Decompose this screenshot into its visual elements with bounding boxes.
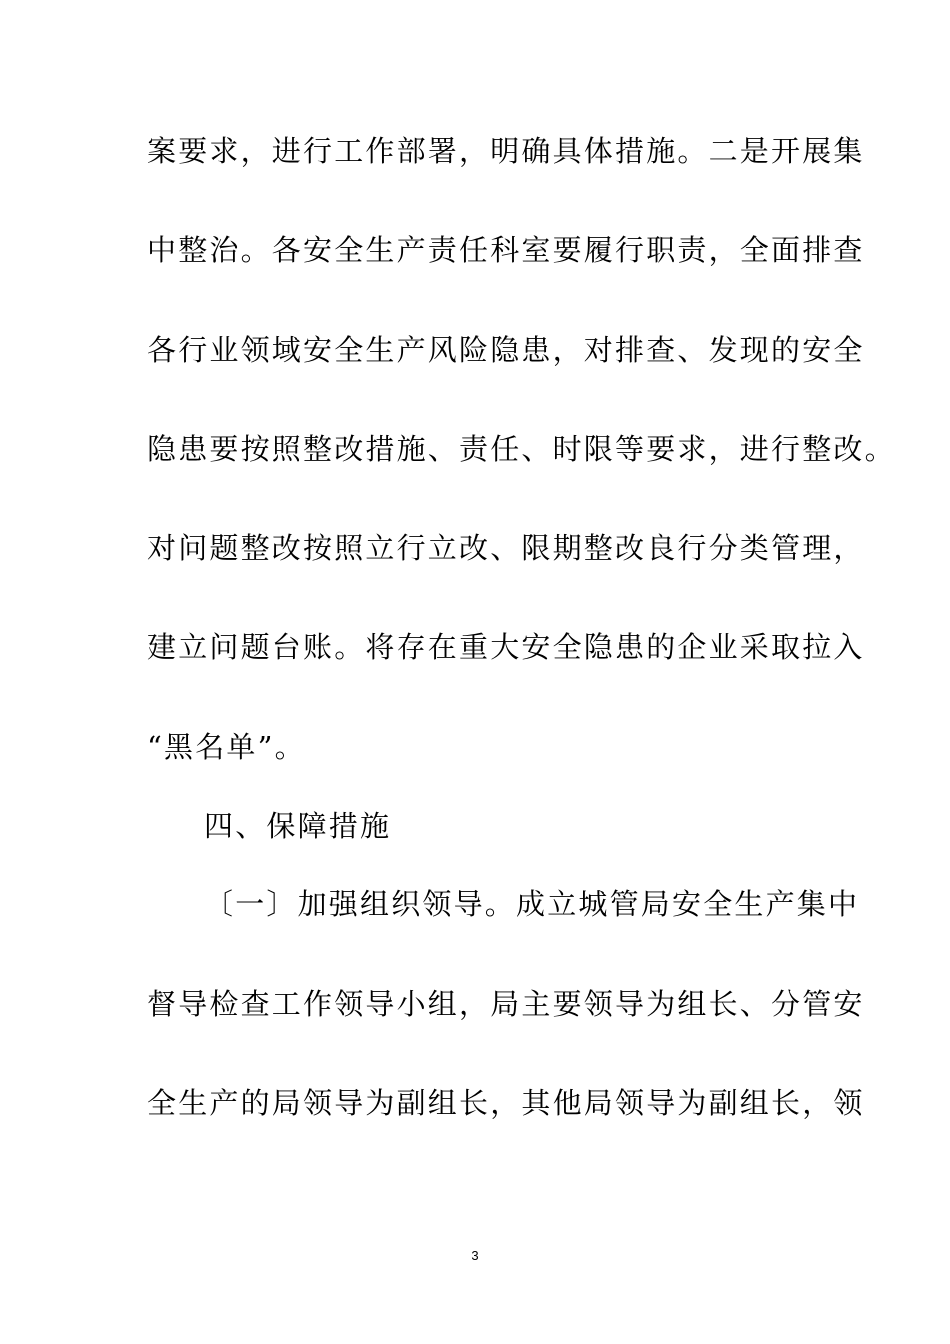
section-heading: 四、保障措施 (204, 809, 392, 843)
page-number: 3 (471, 1248, 479, 1263)
body-text-line: 各行业领域安全生产风险隐患，对排查、发现的安全 (147, 333, 865, 367)
body-text-line: 全生产的局领导为副组长，其他局领导为副组长，领 (147, 1086, 865, 1120)
body-text-line: 案要求，进行工作部署，明确具体措施。二是开展集 (147, 134, 865, 168)
body-text-line: 隐患要按照整改措施、责任、时限等要求，进行整改。 (147, 432, 896, 466)
body-text-line: “黑名单”。 (147, 730, 306, 764)
subsection-paragraph-start: 〔一〕加强组织领导。成立城管局安全生产集中 (204, 887, 860, 921)
body-text-line: 督导检查工作领导小组，局主要领导为组长、分管安 (147, 987, 865, 1021)
body-text-line: 对问题整改按照立行立改、限期整改良行分类管理， (147, 531, 865, 565)
body-text-line: 建立问题台账。将存在重大安全隐患的企业采取拉入 (147, 630, 865, 664)
body-text-line: 中整治。各安全生产责任科室要履行职责，全面排查 (147, 233, 865, 267)
